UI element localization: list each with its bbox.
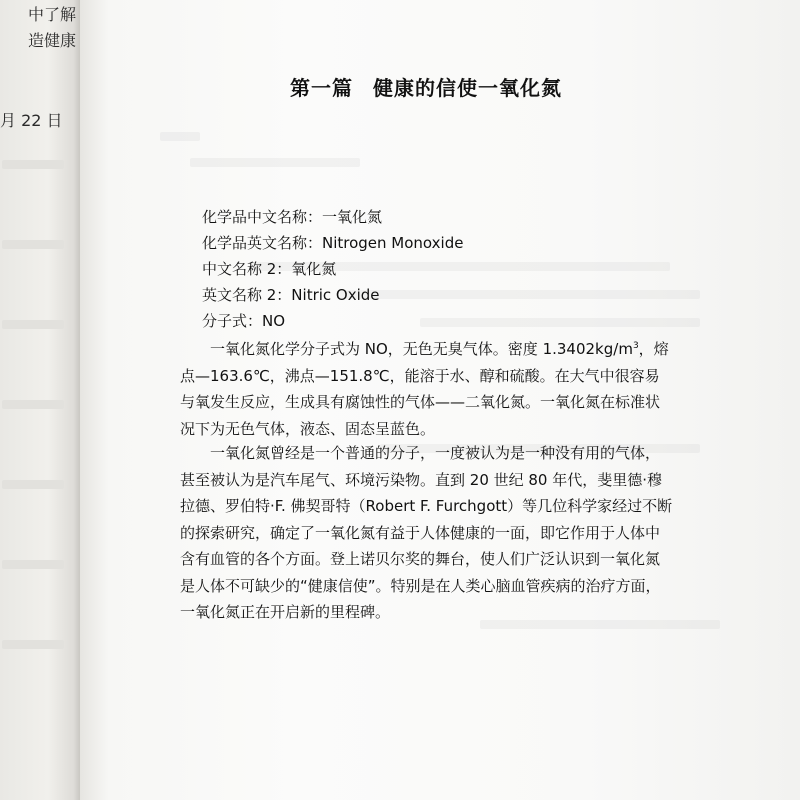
- paragraph-line: 是人体不可缺少的“健康信使”。特别是在人类心脑血管疾病的治疗方面，: [180, 576, 661, 595]
- paragraph-line: 拉德、罗伯特·F. 佛契哥特（Robert F. Furchgott）等几位科学家经过不断: [180, 497, 673, 515]
- info-item: 化学品英文名称：Nitrogen Monoxide: [202, 234, 464, 252]
- bleed-through-line: [190, 158, 360, 167]
- paragraph-line: 况下为无色气体，液态、固态呈蓝色。: [180, 419, 436, 438]
- info-item: 英文名称 2：Nitric Oxide: [202, 286, 380, 304]
- info-item: 分子式：NO: [202, 312, 286, 330]
- chapter-title: [290, 72, 562, 101]
- paragraph-line: 含有血管的各个方面。登上诺贝尔奖的舞台，使人们广泛认识到一氧化氮: [180, 550, 661, 568]
- paragraph-history: [180, 440, 700, 626]
- chapter-name: 健康的信使一氧化氮: [373, 76, 562, 100]
- book-page: [80, 0, 800, 800]
- info-item: 中文名称 2：氧化氮: [202, 260, 337, 278]
- paragraph-properties: [180, 333, 700, 442]
- bleed-through-line: [2, 400, 64, 409]
- paragraph-line: 甚至被认为是汽车尾气、环境污染物。直到 20 世纪 80 年代，斐里德·穆: [180, 470, 663, 489]
- paragraph-line: [180, 333, 700, 363]
- bleed-through-line: [2, 160, 64, 169]
- bleed-through-line: [2, 480, 64, 489]
- bleed-through-line: [2, 240, 64, 249]
- paragraph-line: 点—163.6℃，沸点—151.8℃，能溶于水、醇和硫酸。在大气中很容易: [180, 366, 660, 385]
- line-text: 一氧化氮化学分子式为 NO，无色无臭气体。密度 1.3402kg/m: [210, 340, 633, 358]
- chemical-info-list: [202, 204, 463, 334]
- left-page-fragment: 月 22 日: [0, 111, 63, 130]
- left-page-fragment: 造健康: [28, 31, 77, 50]
- superscript: 3: [632, 341, 639, 351]
- info-item: 化学品中文名称：一氧化氮: [202, 208, 383, 226]
- line-text: ，熔: [638, 340, 669, 358]
- bleed-through-line: [2, 640, 64, 649]
- bleed-through-line: [2, 320, 64, 329]
- left-page-fragment: 中了解: [28, 5, 77, 24]
- chapter-label: 第一篇: [290, 76, 353, 100]
- paragraph-line: 一氧化氮正在开启新的里程碑。: [180, 603, 391, 621]
- bleed-through-line: [160, 132, 200, 141]
- bleed-through-line: [2, 560, 64, 569]
- paragraph-line: 一氧化氮曾经是一个普通的分子，一度被认为是一种没有用的气体，: [210, 444, 661, 462]
- previous-page: [0, 0, 80, 800]
- paragraph-line: 的探索研究，确定了一氧化氮有益于人体健康的一面，即它作用于人体中: [180, 523, 661, 542]
- paragraph-line: 与氧发生反应，生成具有腐蚀性的气体——二氧化氮。一氧化氮在标准状: [180, 393, 661, 411]
